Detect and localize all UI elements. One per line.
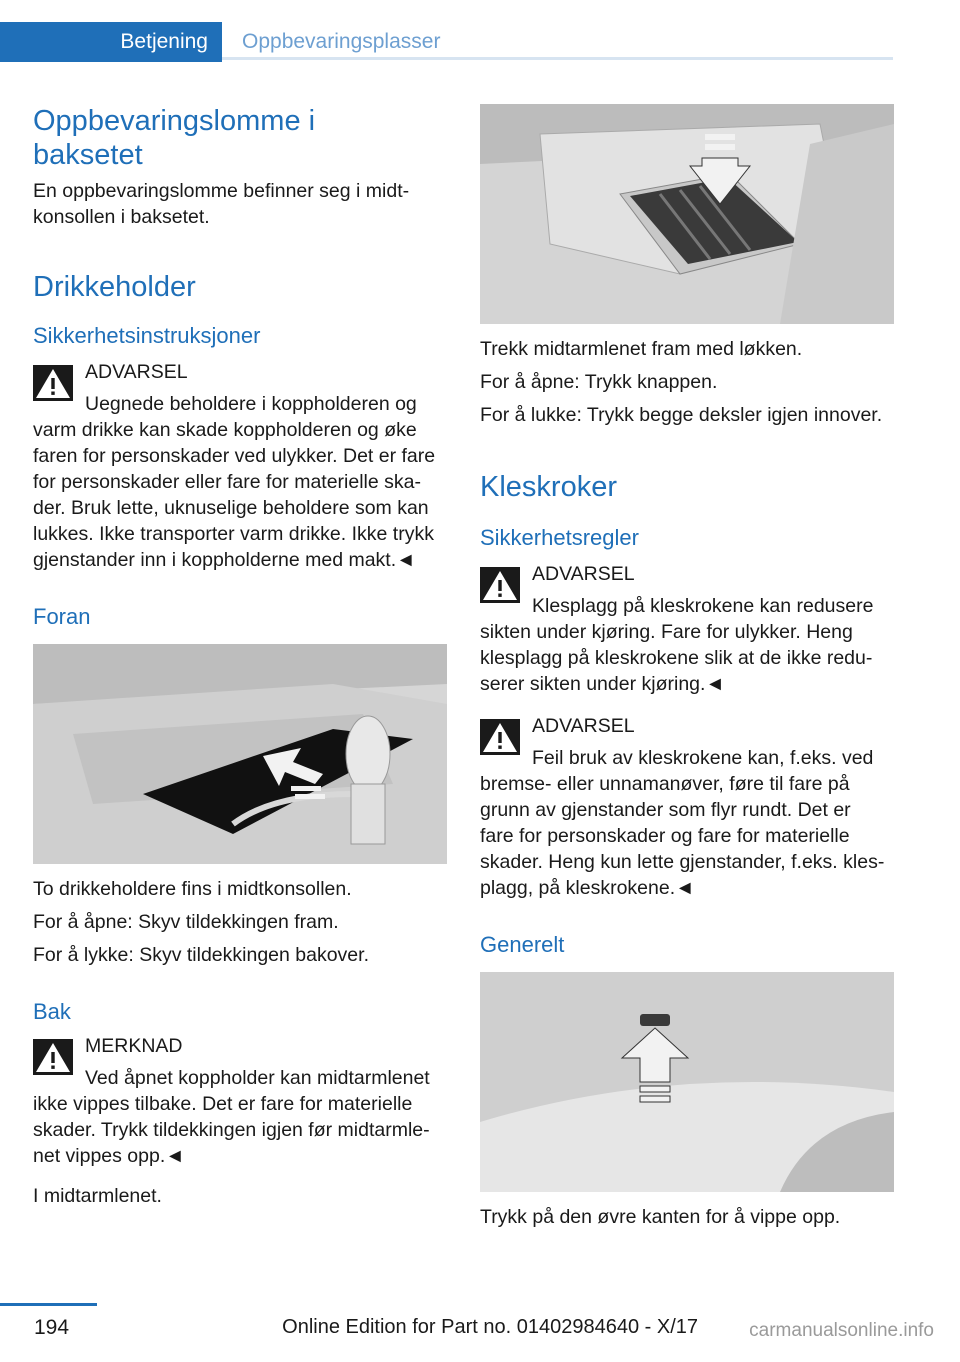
coat-hook-photo [480, 972, 894, 1192]
watermark: carmanualsonline.info [749, 1320, 934, 1341]
warning-label: ADVARSEL [85, 361, 188, 383]
note-block: MERKNAD Ved åpnet koppholder kan midtarmlenet ikke vippes tilbake. Det er fare for materielle skader. Trykk tildekkingen igjen før midtarmle- net vippes opp.◄ [33, 1033, 447, 1169]
left-column [33, 104, 447, 1209]
heading-front: Foran [33, 604, 91, 629]
armrest-text-1: Trekk midtarmlenet fram med løkken. [480, 338, 803, 360]
front-text-3: For å lykke: Skyv tildekkingen bakover. [33, 944, 369, 966]
edition-text: Online Edition for Part no. 01402984640 - X/17 [282, 1316, 698, 1338]
warning-triangle-icon [33, 365, 73, 401]
heading-coat-hooks: Kleskroker [480, 471, 617, 503]
warning-block-2: ADVARSEL Klesplagg på kleskrokene kan redusere sikten under kjøring. Fare for ulykker. Heng klesplagg på kleskrokene slik at de ikke redu- serer sikten under kjøring.◄ [480, 561, 894, 697]
header-tabs [0, 22, 893, 62]
warning-text: bremse- eller unnamanøver, føre til fare på grunn av gjenstander som flyr rundt. Det er fare for personskader og fare for materielle skader. Heng kun lette gjenstander, f.eks. kles- plagg, på kleskrokene.◄ [480, 773, 885, 899]
intro-text: En oppbevaringslomme befinner seg i midt- konsollen i baksetet. [33, 180, 410, 228]
heading-drink-holder: Drikkeholder [33, 271, 196, 303]
footer-accent-line [0, 1303, 97, 1306]
armrest-text-2: For å åpne: Trykk knappen. [480, 371, 718, 393]
warning-text: sikten under kjøring. Fare for ulykker. Heng klesplagg på kleskrokene slik at de ikke redu- serer sikten under kjøring.◄ [480, 621, 873, 695]
right-column [480, 104, 894, 1230]
note-label: MERKNAD [85, 1035, 183, 1057]
armrest-text-3: For å lukke: Trykk begge deksler igjen innover. [480, 404, 883, 426]
warning-triangle-icon [33, 1039, 73, 1075]
page-number: 194 [34, 1316, 70, 1339]
warning-triangle-icon [480, 719, 520, 755]
heading-safety-instructions: Sikkerhetsinstruksjoner [33, 323, 261, 348]
warning-block-3: ADVARSEL Feil bruk av kleskrokene kan, f.eks. ved bremse- eller unnamanøver, føre til fare på grunn av gjenstander som flyr rundt. Det er fare for personskader og fare for materielle skader. Heng kun lette gjenstander, f.eks. kles- plagg, på kleskrokene.◄ [480, 713, 894, 901]
tab-oppbevaringsplasser[interactable]: Oppbevaringsplasser [222, 22, 893, 60]
heading-back: Bak [33, 999, 71, 1024]
note-text: ikke vippes tilbake. Det er fare for materielle skader. Trykk tildekkingen igjen før midtarmle- net vippes opp.◄ [33, 1093, 430, 1167]
back-text: I midtarmlenet. [33, 1185, 162, 1207]
armrest-photo [480, 104, 894, 324]
warning-text: varm drikke kan skade koppholderen og øke faren for personskader ved ulykker. Det er fare for personskader eller fare for materielle ska- der. Bruk lette, uknuselige beholdere som kan lukkes. Ikke transporter varm drikke. Ikke trykk gjenstander inn i koppholderne med makt.◄ [33, 419, 436, 571]
general-text: Trykk på den øvre kanten for å vippe opp. [480, 1206, 841, 1228]
warning-triangle-icon [480, 567, 520, 603]
front-text-1: To drikkeholdere fins i midtkonsollen. [33, 878, 352, 900]
cupholder-front-photo [33, 644, 447, 864]
tab-betjening[interactable]: Betjening [0, 22, 222, 62]
warning-label: ADVARSEL [532, 715, 635, 737]
heading-storage-pocket: Oppbevaringslomme i baksetet [33, 105, 316, 171]
heading-safety-rules: Sikkerhetsregler [480, 525, 639, 550]
heading-general: Generelt [480, 932, 565, 957]
warning-block-1: ADVARSEL Uegnede beholdere i koppholderen og varm drikke kan skade koppholderen og øke faren for personskader ved ulykker. Det er fare for personskader eller fare for materielle ska- der. Bruk lette, uknuselige beholdere som kan lukkes. Ikke transporter varm drikke. Ikke trykk gjenstander inn i koppholderne med makt.◄ [33, 359, 447, 573]
front-text-2: For å åpne: Skyv tildekkingen fram. [33, 911, 339, 933]
warning-label: ADVARSEL [532, 563, 635, 585]
